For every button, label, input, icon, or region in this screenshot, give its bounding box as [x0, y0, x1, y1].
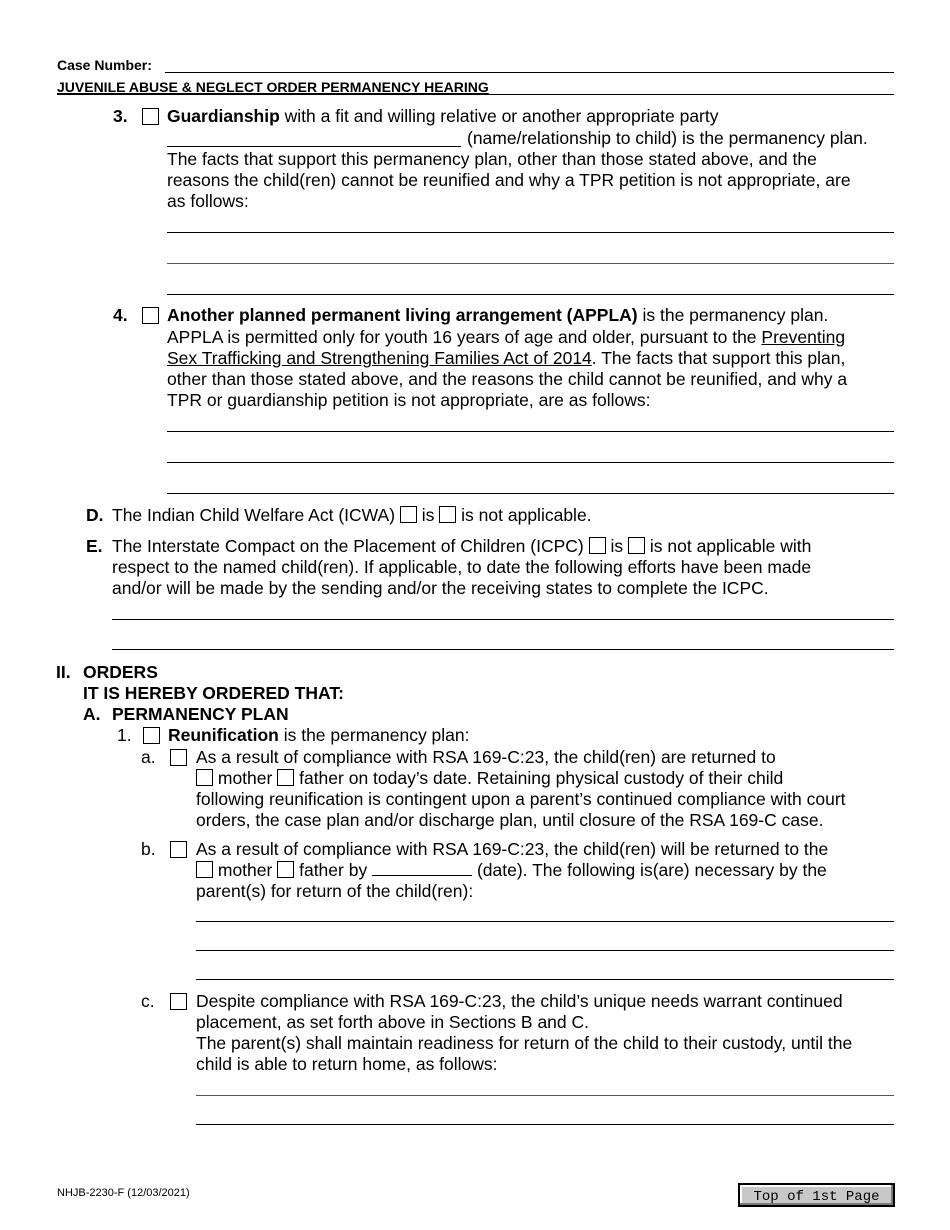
icpc-text: The Interstate Compact on the Placement of Children (ICPC)	[112, 536, 584, 556]
option-b-label: b.	[141, 839, 156, 859]
item1-rest: is the permanency plan:	[278, 725, 470, 745]
item3-text-1: The facts that support this permanency plan, other than those stated above, and the	[167, 149, 817, 169]
item4-number: 4.	[113, 305, 128, 325]
option-a-line4: orders, the case plan and/or discharge plan, until closure of the RSA 169-C case.	[196, 810, 824, 830]
item3-line1	[167, 106, 719, 127]
option-c-line3: The parent(s) shall maintain readiness for return of the child to their custody, until the	[196, 1033, 853, 1053]
icpc-is-checkbox[interactable]	[589, 537, 606, 554]
item3-rest: with a fit and willing relative or another appropriate party	[279, 106, 719, 126]
section-e-letter: E.	[86, 536, 103, 556]
item3-answer-line[interactable]	[167, 294, 894, 295]
form-title: JUVENILE ABUSE & NEGLECT ORDER PERMANENCY HEARING	[57, 79, 489, 95]
orders-subheading: IT IS HEREBY ORDERED THAT:	[83, 683, 344, 703]
section-d-letter: D.	[86, 505, 104, 525]
option-a-label: a.	[141, 747, 156, 767]
orders-heading: ORDERS	[83, 662, 158, 682]
option-c-line1: Despite compliance with RSA 169-C:23, the child’s unique needs warrant continued	[196, 991, 843, 1011]
icwa-not-applicable-label: is not applicable.	[461, 505, 592, 525]
section-e-line1	[112, 536, 811, 557]
item4-line3	[167, 348, 845, 369]
option-b-checkbox[interactable]	[170, 841, 187, 858]
option-b-father-label: father by	[299, 860, 368, 880]
reunification-checkbox[interactable]	[143, 727, 160, 744]
item3-answer-line[interactable]	[167, 263, 894, 264]
item3-text-2: reasons the child(ren) cannot be reunified and why a TPR petition is not appropriate, are	[167, 170, 851, 190]
item3-bold: Guardianship	[167, 106, 280, 126]
guardian-name-field[interactable]	[167, 146, 461, 147]
option-a-line1: As a result of compliance with RSA 169-C:23, the child(ren) are returned to	[196, 747, 776, 767]
case-number-field[interactable]	[165, 72, 894, 73]
item1-number: 1.	[117, 725, 132, 745]
option-c-label: c.	[141, 991, 155, 1011]
icwa-not-applicable-checkbox[interactable]	[439, 506, 456, 523]
option-b-father-checkbox[interactable]	[277, 861, 294, 878]
option-a-line3: following reunification is contingent upon a parent’s continued compliance with court	[196, 789, 846, 809]
section-e-line3: and/or will be made by the sending and/or the receiving states to complete the ICPC.	[112, 578, 769, 598]
option-a-checkbox[interactable]	[170, 749, 187, 766]
option-b-mother-checkbox[interactable]	[196, 861, 213, 878]
icwa-is-checkbox[interactable]	[400, 506, 417, 523]
item3-answer-line[interactable]	[167, 232, 894, 233]
option-c-answer-line[interactable]	[196, 1095, 894, 1096]
section-a-heading: PERMANENCY PLAN	[112, 704, 289, 724]
header-divider	[57, 94, 894, 95]
option-b-answer-line[interactable]	[196, 950, 894, 951]
icpc-not-applicable-label: is not applicable with	[649, 536, 812, 556]
option-c-line2: placement, as set forth above in Sections B and C.	[196, 1012, 589, 1032]
icpc-answer-line[interactable]	[112, 649, 894, 650]
option-b-answer-line[interactable]	[196, 921, 894, 922]
option-a-mother-label: mother	[217, 768, 273, 788]
option-c-checkbox[interactable]	[170, 993, 187, 1010]
icpc-answer-line[interactable]	[112, 619, 894, 620]
option-c-answer-line[interactable]	[196, 1124, 894, 1125]
appla-checkbox[interactable]	[142, 307, 159, 324]
section-d-line	[112, 505, 592, 526]
option-a-father-text: father on today’s date. Retaining physical custody of their child	[299, 768, 784, 788]
option-b-date-text: (date). The following is(are) necessary by the	[476, 860, 827, 880]
item4-line3-text: . The facts that support this plan,	[591, 348, 846, 368]
orders-numeral: II.	[56, 662, 71, 682]
option-a-line2	[196, 768, 783, 789]
guardianship-checkbox[interactable]	[142, 108, 159, 125]
option-b-mother-label: mother	[217, 860, 273, 880]
icpc-not-applicable-checkbox[interactable]	[628, 537, 645, 554]
item4-line1	[167, 305, 828, 326]
top-of-first-page-button[interactable]: Top of 1st Page	[738, 1183, 895, 1207]
item4-line5: TPR or guardianship petition is not appropriate, are as follows:	[167, 390, 651, 410]
item4-answer-line[interactable]	[167, 493, 894, 494]
option-b-line2	[196, 860, 827, 881]
item3-number: 3.	[113, 106, 128, 126]
icwa-is-label: is	[421, 505, 435, 525]
item4-answer-line[interactable]	[167, 431, 894, 432]
icpc-is-label: is	[610, 536, 624, 556]
item3-text-3: as follows:	[167, 191, 249, 211]
act-name-link-1: Preventing	[761, 327, 846, 347]
item1-line	[168, 725, 470, 746]
act-name-link-2: Sex Trafficking and Strengthening Families Act of 2014	[167, 348, 592, 368]
case-number-label: Case Number:	[57, 57, 152, 73]
reunification-bold: Reunification	[168, 725, 279, 745]
option-b-line1: As a result of compliance with RSA 169-C:23, the child(ren) will be returned to the	[196, 839, 829, 859]
item4-answer-line[interactable]	[167, 462, 894, 463]
option-b-line3: parent(s) for return of the child(ren):	[196, 881, 474, 901]
item4-line4: other than those stated above, and the reasons the child cannot be reunified, and why a	[167, 369, 848, 389]
option-a-father-checkbox[interactable]	[277, 769, 294, 786]
item4-line2	[167, 327, 845, 348]
return-date-field[interactable]	[372, 861, 472, 876]
item4-bold: Another planned permanent living arrangement (APPLA)	[167, 305, 638, 325]
item3-suffix: (name/relationship to child) is the permanency plan.	[467, 128, 868, 148]
option-c-line4: child is able to return home, as follows:	[196, 1054, 498, 1074]
form-id: NHJB-2230-F (12/03/2021)	[57, 1187, 190, 1199]
icwa-text: The Indian Child Welfare Act (ICWA)	[112, 505, 396, 525]
item4-rest: is the permanency plan.	[637, 305, 829, 325]
section-a-letter: A.	[83, 704, 101, 724]
section-e-line2: respect to the named child(ren). If applicable, to date the following efforts have been made	[112, 557, 812, 577]
option-a-mother-checkbox[interactable]	[196, 769, 213, 786]
item4-line2-text: APPLA is permitted only for youth 16 years of age and older, pursuant to the	[167, 327, 762, 347]
option-b-answer-line[interactable]	[196, 979, 894, 980]
